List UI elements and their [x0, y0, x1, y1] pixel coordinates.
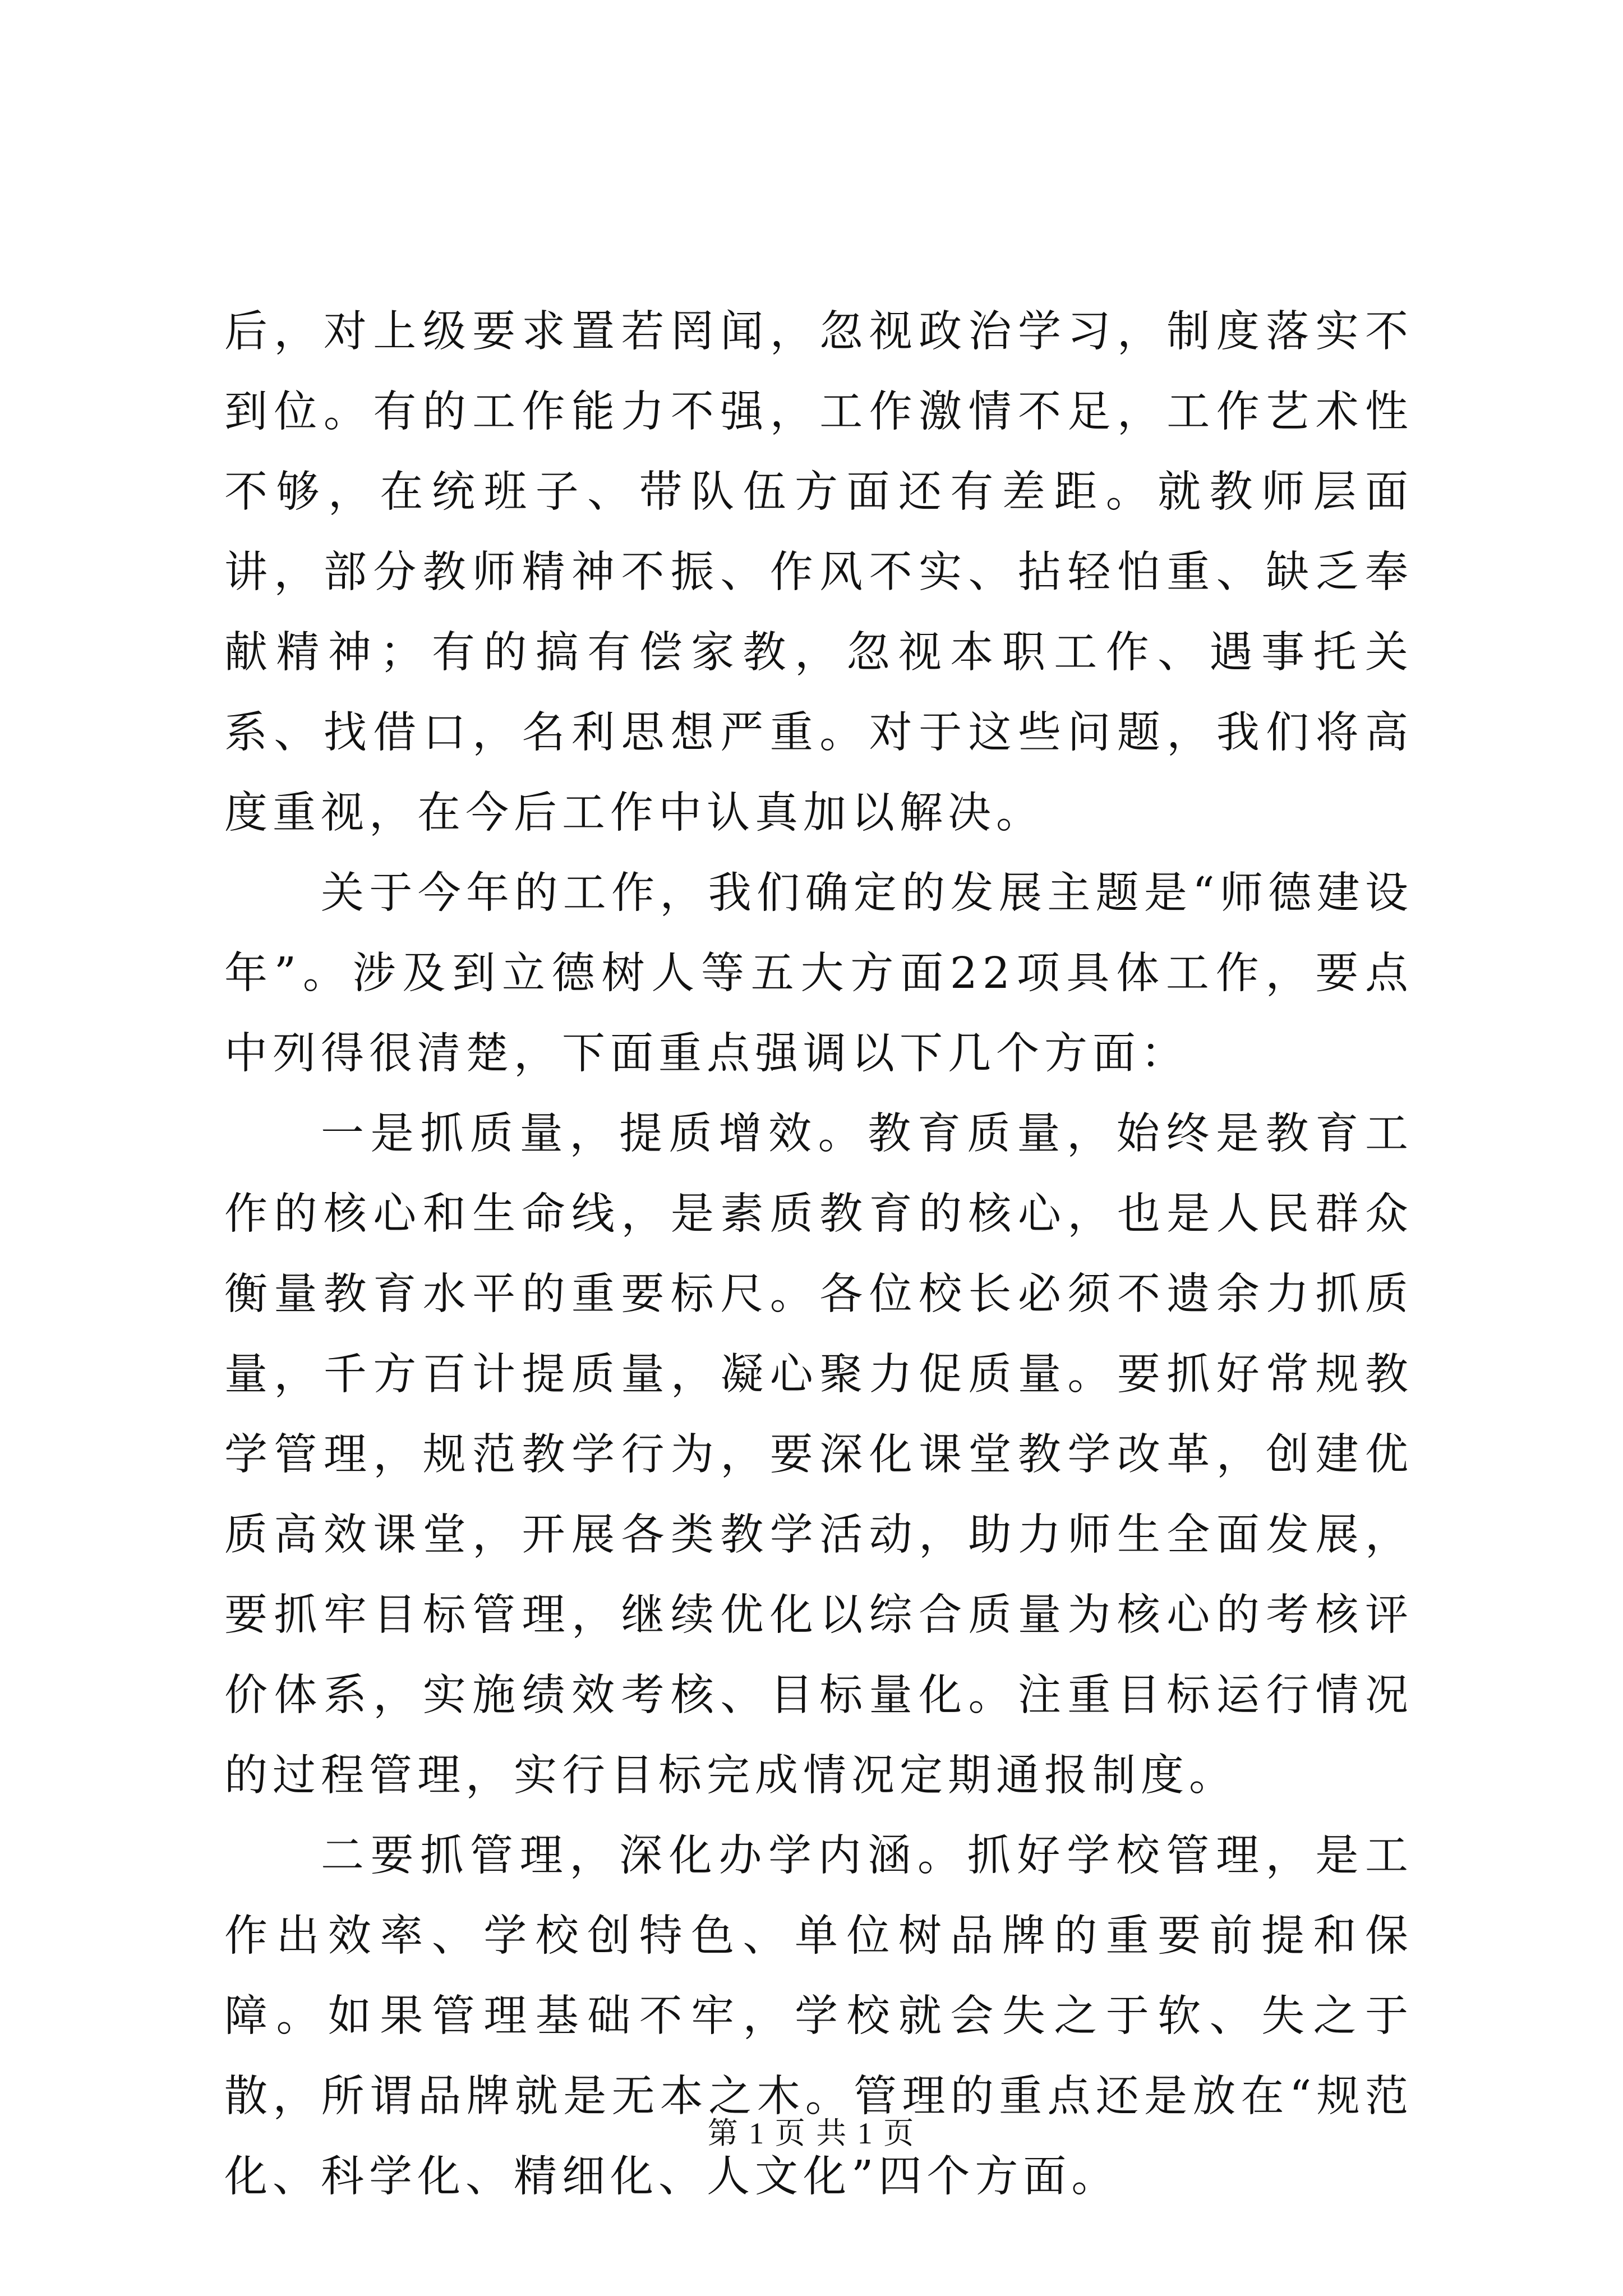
document-body [224, 292, 1413, 2217]
page-number-footer: 第 1 页 共 1 页 [707, 2116, 916, 2150]
paragraph-3: 一是抓质量，提质增效。教育质量，始终是教育工作的核心和生命线，是素质教育的核心，也是人民群众衡量教育水平的重要标尺。各位校长必须不遗余力抓质量，千方百计提质量，凝心聚力促质量。要抓好常规教学管理，规范教学行为，要深化课堂教学改革，创建优质高效课堂，开展各类教学活动，助力师生全面发展，要抓牢目标管理，继续优化以综合质量为核心的考核评价体系，实施绩效考核、目标量化。注重目标运行情况的过程管理，实行目标完成情况定期通报制度。 [224, 1109, 1413, 1801]
paragraph-4: 二要抓管理，深化办学内涵。抓好学校管理，是工作出效率、学校创特色、单位树品牌的重要前提和保障。如果管理基础不牢，学校就会失之于软、失之于散，所谓品牌就是无本之木。管理的重点还是放在“规范化、科学化、精细化、人文化”四个方面。 [224, 1831, 1413, 2202]
paragraph-1: 后，对上级要求置若罔闻，忽视政治学习，制度落实不到位。有的工作能力不强，工作激情不足，工作艺术性不够，在统班子、带队伍方面还有差距。就教师层面讲，部分教师精神不振、作风不实、拈轻怕重、缺乏奉献精神；有的搞有偿家教，忽视本职工作、遇事托关系、找借口，名利思想严重。对于这些问题，我们将高度重视，在今后工作中认真加以解决。 [224, 307, 1413, 838]
paragraph-2: 关于今年的工作，我们确定的发展主题是“师德建设年”。涉及到立德树人等五大方面22项具体工作，要点中列得很清楚，下面重点强调以下几个方面： [224, 868, 1413, 1079]
